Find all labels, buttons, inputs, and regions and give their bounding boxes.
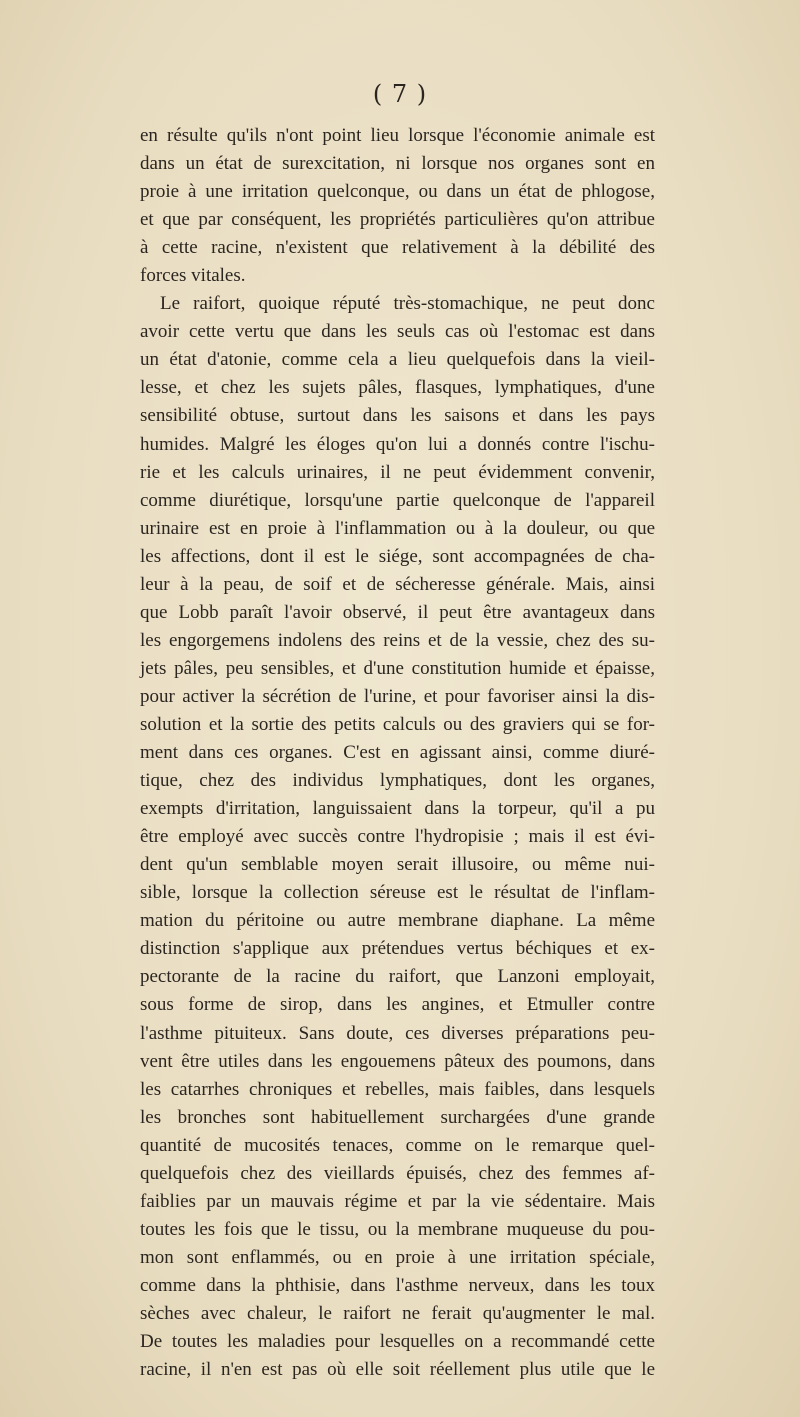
text-line: comme dans la phthisie, dans l'asthme nerveux, dans les toux (140, 1274, 655, 1296)
text-line: toutes les fois que le tissu, ou la membrane muqueuse du pou- (140, 1218, 655, 1240)
text-line: De toutes les maladies pour lesquelles on a recommandé cette (140, 1331, 655, 1353)
text-line: pour activer la sécrétion de l'urine, et pour favoriser ainsi la dis- (140, 685, 655, 707)
text-line: avoir cette vertu que dans les seuls cas où l'estomac est dans (140, 321, 655, 343)
text-line: solution et la sortie des petits calculs ou des graviers qui se for- (140, 713, 655, 735)
text-line: l'asthme pituiteux. Sans doute, ces diverses préparations peu- (140, 1022, 655, 1044)
page-number: ( 7 ) (372, 80, 428, 108)
text-line: et que par conséquent, les propriétés particulières qu'on attribue (140, 209, 655, 231)
text-line: pectorante de la racine du raifort, que Lanzoni employait, (140, 966, 655, 988)
text-line: sensibilité obtuse, surtout dans les saisons et dans les pays (140, 405, 655, 427)
text-line: rie et les calculs urinaires, il ne peut évidemment convenir, (140, 461, 655, 483)
text-line: les bronches sont habituellement surchargées d'une grande (140, 1106, 655, 1128)
text-line: forces vitales. (140, 265, 246, 287)
text-line: mon sont enflammés, ou en proie à une irritation spéciale, (140, 1246, 655, 1268)
text-line: lesse, et chez les sujets pâles, flasques, lymphatiques, d'une (140, 377, 655, 399)
text-line: vent être utiles dans les engouemens pâteux des poumons, dans (140, 1050, 655, 1072)
text-line: dent qu'un semblable moyen serait illusoire, ou même nui- (140, 854, 655, 876)
text-line: quantité de mucosités tenaces, comme on le remarque quel- (140, 1134, 655, 1156)
text-line: faiblies par un mauvais régime et par la vie sédentaire. Mais (140, 1190, 655, 1212)
text-line: sèches avec chaleur, le raifort ne ferait qu'augmenter le mal. (140, 1302, 655, 1324)
text-line: comme diurétique, lorsqu'une partie quelconque de l'appareil (140, 489, 655, 511)
text-line: à cette racine, n'existent que relativement à la débilité des (140, 237, 655, 259)
text-line: leur à la peau, de soif et de sécheresse générale. Mais, ainsi (140, 573, 655, 595)
text-line: humides. Malgré les éloges qu'on lui a donnés contre l'ischu- (140, 433, 655, 455)
text-line: mation du péritoine ou autre membrane diaphane. La même (140, 910, 655, 932)
text-line: les engorgemens indolens des reins et de la vessie, chez des su- (140, 629, 655, 651)
body-text (140, 122, 655, 1384)
text-line: distinction s'applique aux prétendues vertus béchiques et ex- (140, 938, 655, 960)
text-line: que Lobb paraît l'avoir observé, il peut être avantageux dans (140, 601, 655, 623)
text-line: sous forme de sirop, dans les angines, et Etmuller contre (140, 994, 655, 1016)
text-line: ment dans ces organes. C'est en agissant ainsi, comme diuré- (140, 742, 655, 764)
text-line: racine, il n'en est pas où elle soit réellement plus utile que le (140, 1359, 655, 1381)
text-line: tique, chez des individus lymphatiques, dont les organes, (140, 770, 655, 792)
text-line: sible, lorsque la collection séreuse est le résultat de l'inflam- (140, 882, 655, 904)
text-line: en résulte qu'ils n'ont point lieu lorsque l'économie animale est (140, 125, 655, 146)
text-line: proie à une irritation quelconque, ou dans un état de phlogose, (140, 181, 655, 203)
text-line: un état d'atonie, comme cela a lieu quelquefois dans la vieil- (140, 349, 655, 371)
text-line: quelquefois chez des vieillards épuisés, chez des femmes af- (140, 1162, 655, 1184)
text-line: urinaire est en proie à l'inflammation ou à la douleur, ou que (140, 517, 655, 539)
text-line: dans un état de surexcitation, ni lorsque nos organes sont en (140, 153, 655, 175)
paragraph-start-line: Le raifort, quoique réputé très-stomachique, ne peut donc (160, 293, 655, 315)
text-line: exempts d'irritation, languissaient dans la torpeur, qu'il a pu (140, 798, 655, 820)
text-line: jets pâles, peu sensibles, et d'une constitution humide et épaisse, (140, 657, 655, 679)
text-line: les catarrhes chroniques et rebelles, mais faibles, dans lesquels (140, 1078, 655, 1100)
text-line: les affections, dont il est le siége, sont accompagnées de cha- (140, 545, 655, 567)
text-line: être employé avec succès contre l'hydropisie ; mais il est évi- (140, 826, 655, 848)
